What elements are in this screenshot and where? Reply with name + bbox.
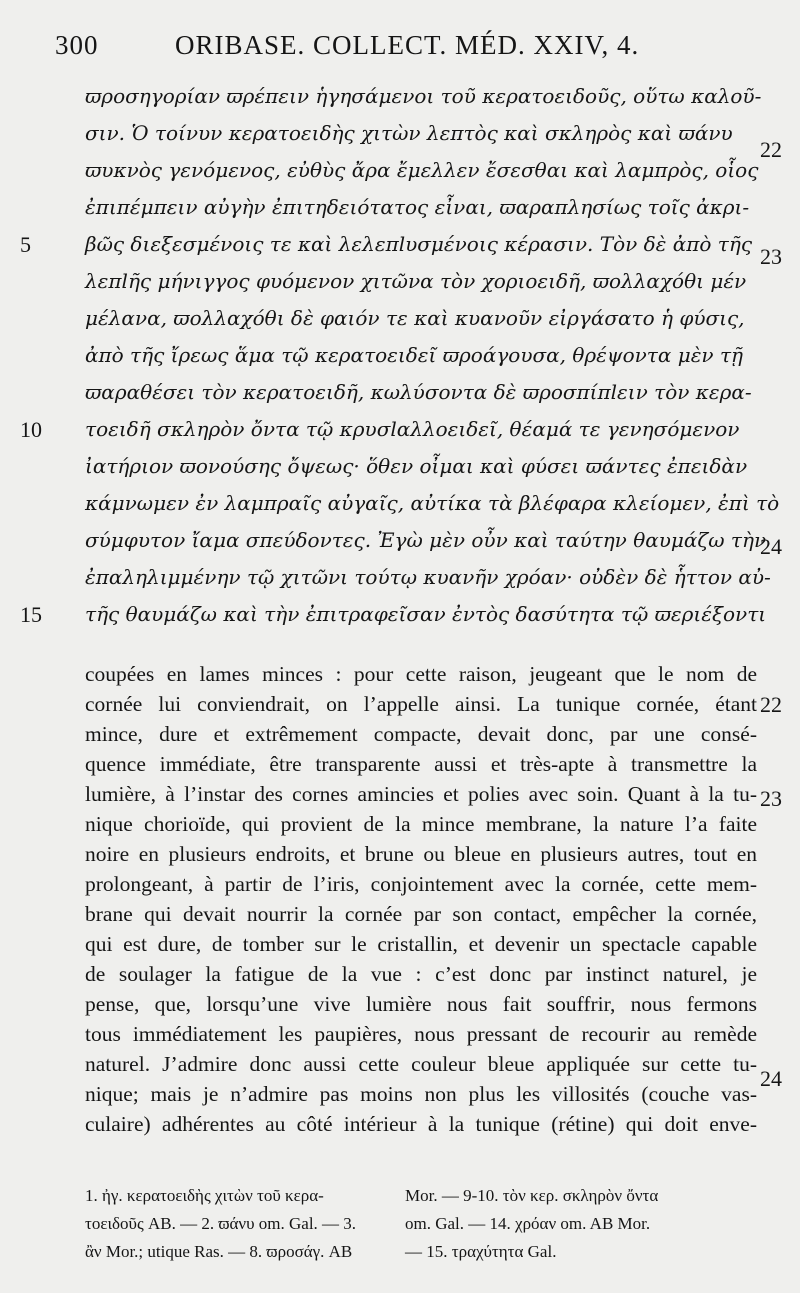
margin-number: 22 — [760, 137, 782, 162]
margin-number: 23 — [760, 244, 782, 269]
greek-line: ἐπιπέμπειν αὐγὴν ἐπιτηδειότατος εἶναι, ϖαραπλησίως τοῖς ἀκρι- — [85, 195, 750, 219]
french-line: qui est dure, de tomber sur le cristallin, et devenir un spectacle capable — [85, 932, 757, 956]
footnote-line: om. Gal. — 14. χρόαν om. AB Mor. — [405, 1214, 651, 1233]
french-line: quence immédiate, être transparente aussi et très-apte à transmettre la — [85, 752, 757, 776]
greek-line: τῆς θαυμάζω καὶ τὴν ἐπιτραφεῖσαν ἐντὸς δασύτητα τῷ ϖεριέξοντι — [85, 602, 767, 626]
french-line: brane qui devait nourrir la cornée par son contact, empêcher la cornée, — [85, 902, 757, 926]
greek-line: μέλανα, ϖολλαχόθι δὲ φαιόν τε καὶ κυανοῦν εἰργάσατο ἡ φύσις, — [85, 306, 745, 330]
french-line: naturel. J’admire donc aussi cette couleur bleue appliquée sur cette tu- — [85, 1052, 757, 1076]
greek-line: κάμνωμεν ἐν λαμπραῖς αὐγαῖς, αὐτίκα τὰ βλέφαρα κλείομεν, ἐπὶ τὸ — [85, 491, 780, 515]
running-title: ORIBASE. COLLECT. MÉD. XXIV, 4. — [175, 30, 640, 60]
french-line: prolongeant, à partir de l’iris, conjointement avec la cornée, cette mem- — [85, 872, 757, 896]
greek-line: ϖαραθέσει τὸν κερατοειδῆ, κωλύσοντα δὲ ϖροσπίπlειν τὸν κερα- — [85, 380, 752, 404]
french-line: cornée lui conviendrait, on l’appelle ainsi. La tunique cornée, étant — [85, 692, 757, 716]
greek-line: ἐπαληλιμμένην τῷ χιτῶνι τούτῳ κυανῆν χρόαν· οὐδὲν δὲ ἧττον αὐ- — [85, 565, 771, 589]
greek-line: ἀπὸ τῆς ἴρεως ἅμα τῷ κερατοειδεῖ ϖροάγουσα, θρέψοντα μὲν τῇ — [85, 343, 743, 367]
greek-line: λεπlῆς μήνιγγος φυόμενον χιτῶνα τὸν χοριοειδῆ, ϖολλαχόθι μέν — [85, 269, 747, 293]
greek-line: ϖυκνὸς γενόμενος, εὐθὺς ἄρα ἔμελλεν ἔσεσθαι καὶ λαμπρὸς, οἷος — [85, 158, 759, 182]
greek-line: βῶς διεξεσμένοις τε καὶ λελεπlυσμένοις κέρασιν. Τὸν δὲ ἀπὸ τῆς — [85, 232, 753, 256]
french-line: tous immédiatement les paupières, nous pressant de recourir au remède — [85, 1022, 757, 1046]
footnote-line: Mor. — 9-10. τὸν κερ. σκληρὸν ὄντα — [405, 1186, 659, 1205]
footnote-line: ἂν Mor.; utique Ras. — 8. ϖροσάγ. AB — [85, 1242, 353, 1261]
greek-line: σιν. Ὁ τοίνυν κερατοειδὴς χιτὼν λεπτὸς καὶ σκληρὸς καὶ ϖάνυ — [85, 121, 733, 145]
greek-line: ϖροσηγορίαν ϖρέπειν ἡγησάμενοι τοῦ κερατοειδοῦς, οὕτω καλοῦ- — [85, 84, 762, 108]
french-line: noire en plusieurs endroits, et brune ou bleue en plusieurs autres, tout en — [85, 842, 757, 866]
french-line: nique chorioïde, qui provient de la mince membrane, la nature l’a faite — [85, 812, 757, 836]
greek-line: σύμφυτον ἴαμα σπεύδοντες. Ἐγὼ μὲν οὖν καὶ ταύτην θαυμάζω τὴν — [85, 528, 767, 552]
french-line: mince, dure et extrêmement compacte, devait donc, par une consé- — [85, 722, 757, 746]
line-number: 10 — [20, 417, 42, 442]
french-line: lumière, à l’instar des cornes amincies et polies avec soin. Quant à la tu- — [85, 782, 757, 806]
french-line: de soulager la fatigue de la vue : c’est donc par instinct naturel, je — [85, 962, 757, 986]
french-line: pense, que, lorsqu’une vive lumière nous fait souffrir, nous fermons — [85, 992, 757, 1016]
margin-number: 23 — [760, 786, 782, 811]
margin-number: 24 — [760, 534, 782, 559]
page-number: 300 — [55, 30, 99, 60]
footnote-line: τοειδοῦς AB. — 2. ϖάνυ om. Gal. — 3. — [85, 1214, 357, 1233]
greek-line: τοειδῆ σκληρὸν ὄντα τῷ κρυσlαλλοειδεῖ, θέαμά τε γενησόμενον — [85, 417, 740, 441]
footnote-line: — 15. τραχύτητα Gal. — [405, 1242, 557, 1261]
line-number: 5 — [20, 232, 31, 257]
french-line: coupées en lames minces : pour cette raison, jeugeant que le nom de — [85, 662, 757, 686]
french-line: nique; mais je n’admire pas moins non plus les villosités (couche vas- — [85, 1082, 757, 1106]
margin-number: 22 — [760, 692, 782, 717]
french-line: culaire) adhérentes au côté intérieur à la tunique (rétine) qui doit enve- — [85, 1112, 757, 1136]
footnote-line: 1. ἠγ. κερατοειδὴς χιτὼν τοῦ κερα- — [85, 1186, 324, 1205]
line-number: 15 — [20, 602, 42, 627]
greek-line: ἰατήριον ϖονούσης ὄψεως· ὅθεν οἶμαι καὶ φύσει ϖάντες ἐπειδὰν — [85, 454, 748, 478]
margin-number: 24 — [760, 1066, 782, 1091]
